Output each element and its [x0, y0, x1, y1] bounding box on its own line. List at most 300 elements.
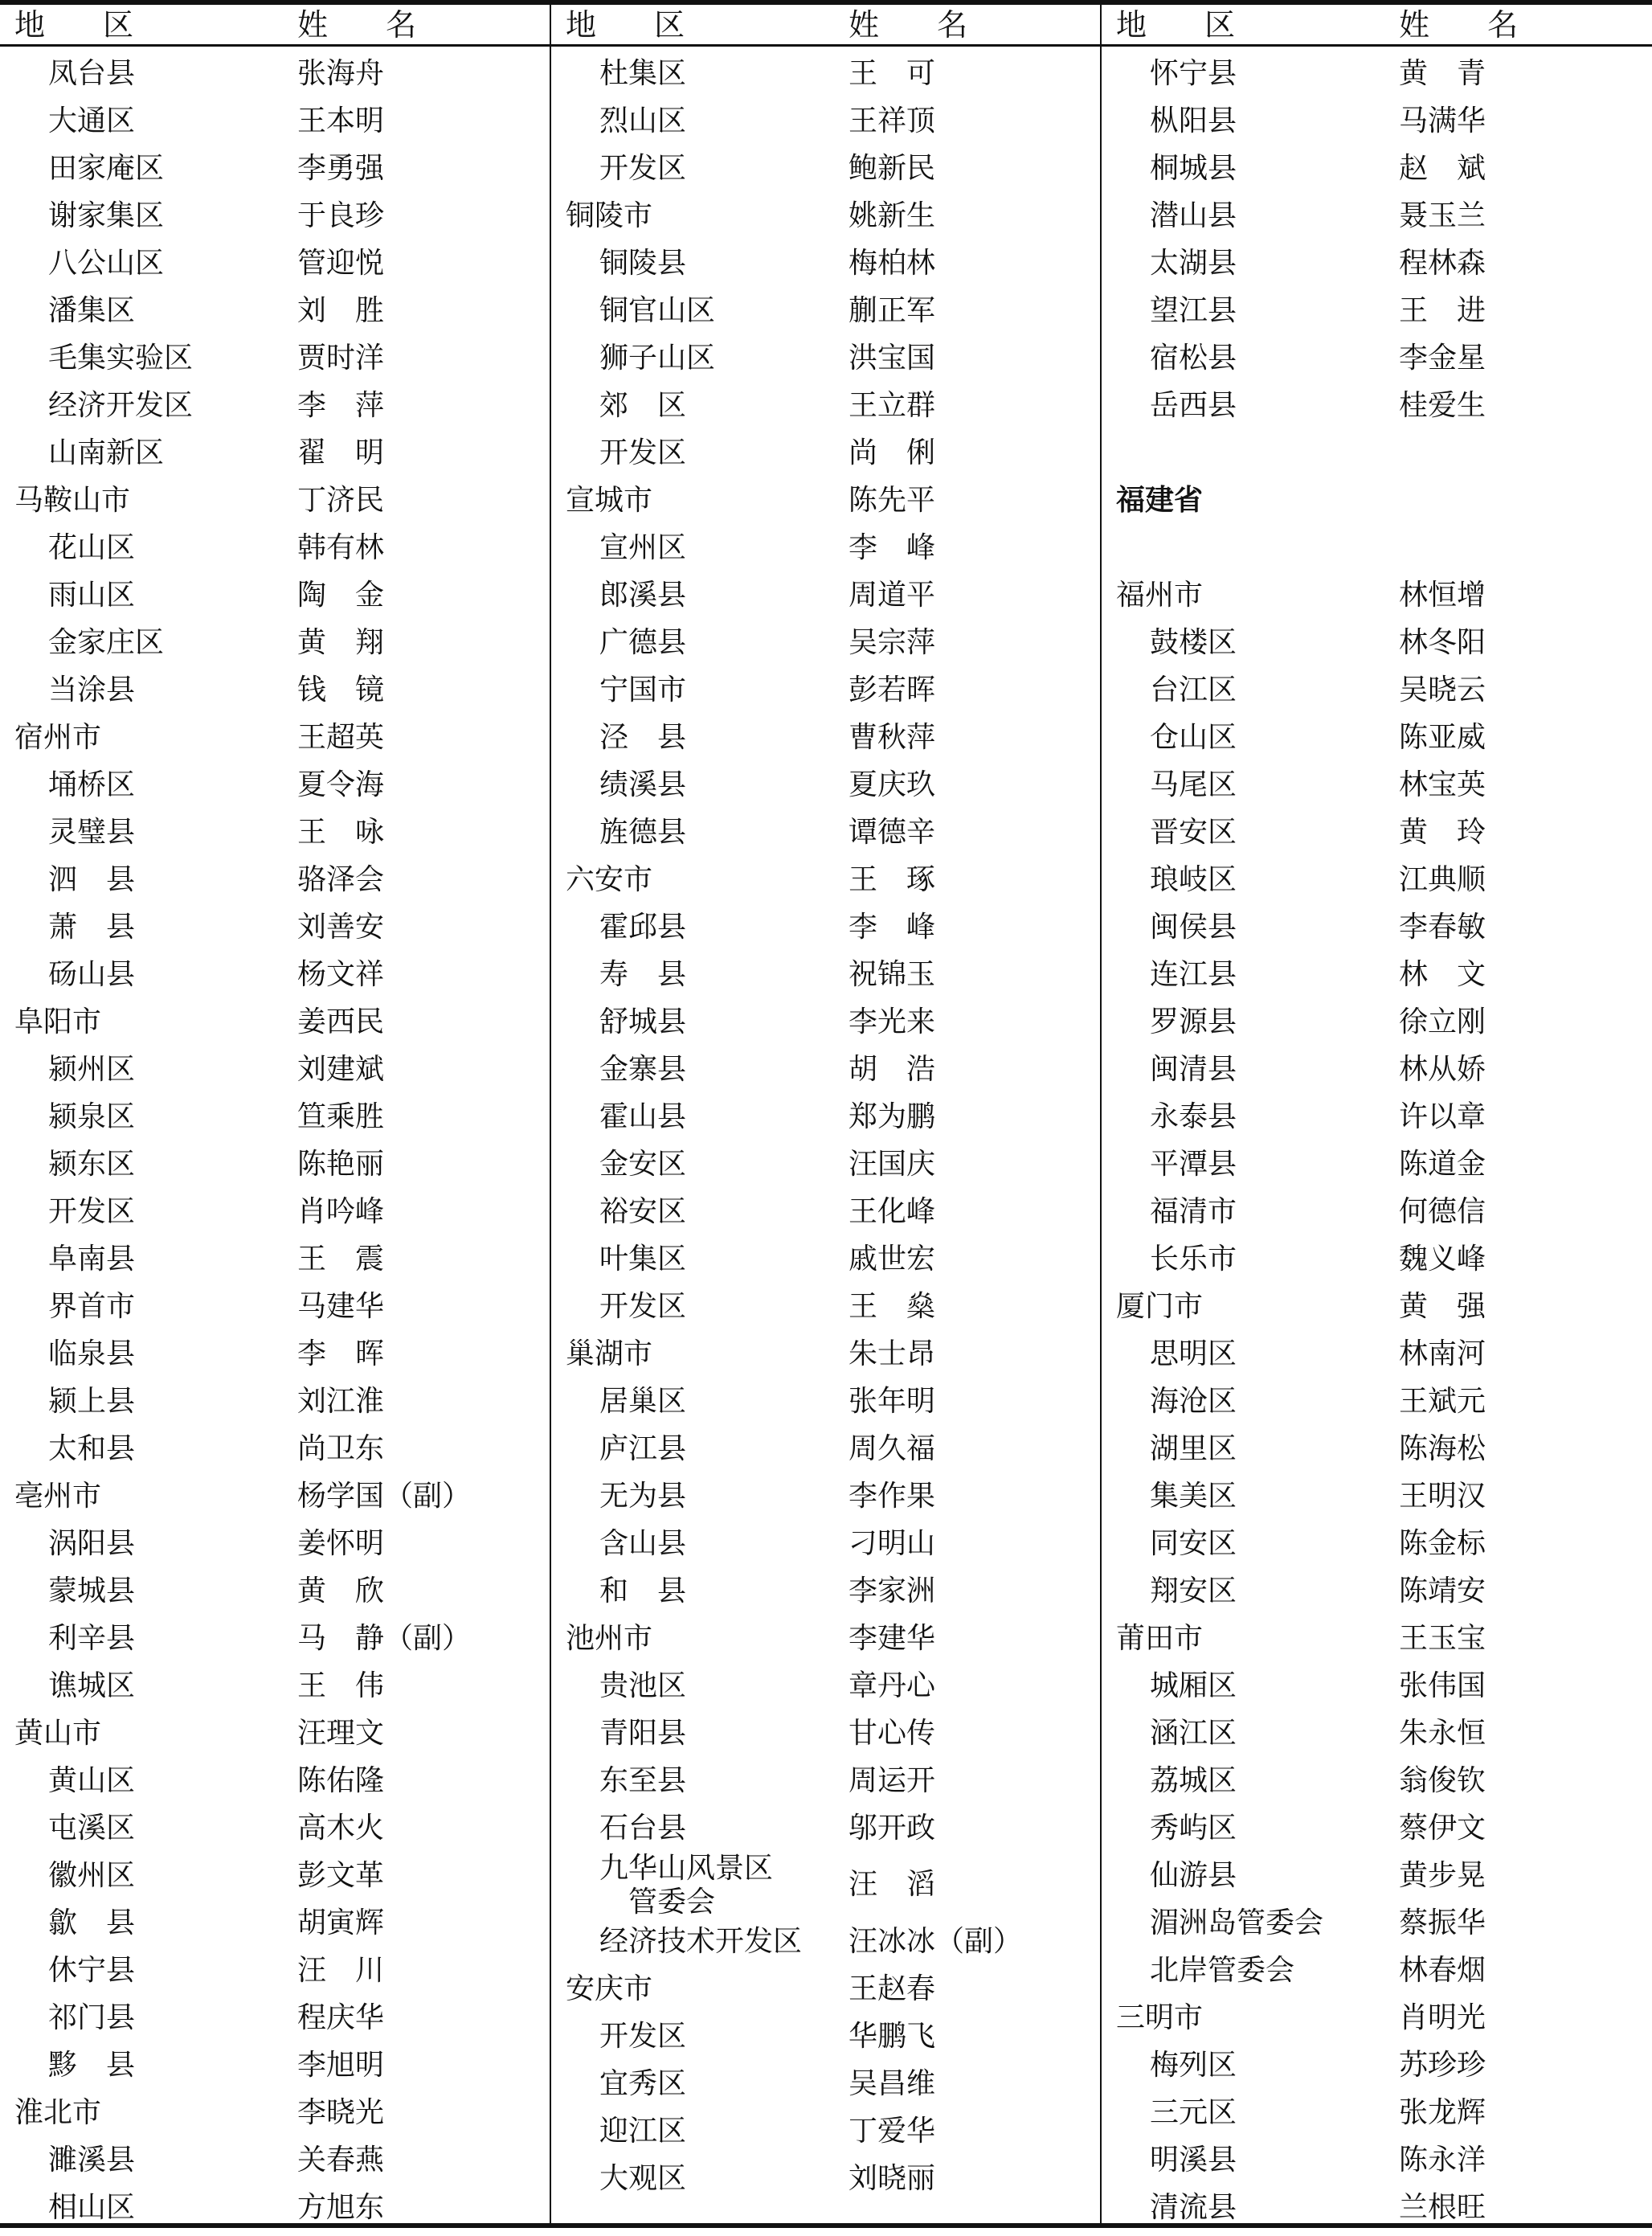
region-cell: 太湖县 — [1150, 247, 1237, 280]
region-cell-line2: 管委会 — [628, 1886, 716, 1919]
table-row — [0, 1804, 550, 1852]
region-cell: 铜官山区 — [599, 294, 716, 327]
table-row — [551, 1378, 1100, 1425]
table-row — [0, 951, 550, 998]
region-cell: 雨山区 — [48, 579, 136, 612]
table-row — [0, 1567, 550, 1615]
name-cell: 朱士昂 — [848, 1337, 936, 1370]
table-row — [551, 903, 1100, 951]
name-cell: 于良珍 — [297, 199, 385, 232]
table-row — [551, 1235, 1100, 1283]
region-cell: 青阳县 — [599, 1717, 687, 1750]
region-cell: 烈山区 — [599, 104, 687, 137]
region-cell: 黟 县 — [48, 2049, 136, 2082]
name-cell: 赵 斌 — [1399, 152, 1486, 185]
region-cell: 晋安区 — [1150, 816, 1237, 849]
table-row — [551, 382, 1100, 429]
region-cell: 开发区 — [599, 1290, 687, 1323]
name-cell: 王斌元 — [1399, 1385, 1486, 1418]
name-cell: 李晓光 — [297, 2096, 385, 2129]
region-cell: 三明市 — [1116, 2001, 1204, 2034]
name-cell: 王 可 — [848, 57, 936, 90]
name-cell: 李金星 — [1399, 342, 1486, 375]
header-region: 地 区 — [566, 7, 709, 43]
name-cell: 汪 川 — [297, 1954, 385, 1987]
region-cell: 同安区 — [1150, 1527, 1237, 1560]
table-row — [1102, 1425, 1652, 1472]
name-cell: 鲍新民 — [848, 152, 936, 185]
name-cell: 洪宝国 — [848, 342, 936, 375]
region-cell: 颍上县 — [48, 1385, 136, 1418]
table-column-1 — [0, 0, 550, 2228]
region-cell: 埇桥区 — [48, 768, 136, 801]
name-cell: 王 伟 — [297, 1669, 385, 1702]
region-cell: 居巢区 — [599, 1385, 687, 1418]
region-cell: 东至县 — [599, 1764, 687, 1797]
table-row — [551, 2155, 1100, 2202]
table-row — [1102, 2041, 1652, 2089]
table-row — [1102, 524, 1652, 571]
table-row — [1102, 192, 1652, 240]
name-cell: 马满华 — [1399, 104, 1486, 137]
header-name: 姓 名 — [1399, 7, 1543, 43]
region-cell: 毛集实验区 — [48, 342, 194, 375]
table-row — [0, 619, 550, 666]
table-row — [1102, 1472, 1652, 1520]
name-cell: 甘心传 — [848, 1717, 936, 1750]
region-cell: 湄洲岛管委会 — [1150, 1906, 1324, 1939]
region-cell: 铜陵市 — [566, 199, 653, 232]
region-cell: 郊 区 — [599, 389, 687, 422]
header-name: 姓 名 — [848, 7, 992, 43]
name-cell: 钱 镜 — [297, 674, 385, 706]
table-row — [551, 287, 1100, 334]
table-row — [1102, 1852, 1652, 1899]
table-row — [1102, 571, 1652, 619]
region-cell: 庐江县 — [599, 1432, 687, 1465]
name-cell: 陈靖安 — [1399, 1575, 1486, 1607]
region-cell: 岳西县 — [1150, 389, 1237, 422]
table-row — [551, 2013, 1100, 2060]
table-row — [0, 1235, 550, 1283]
region-cell: 台江区 — [1150, 674, 1237, 706]
region-cell: 谢家集区 — [48, 199, 165, 232]
name-cell: 程庆华 — [297, 2001, 385, 2034]
table-row — [1102, 50, 1652, 97]
region-cell: 金安区 — [599, 1148, 687, 1181]
header-region: 地 区 — [1116, 7, 1260, 43]
name-cell: 黄 强 — [1399, 1290, 1486, 1323]
name-cell: 贾时洋 — [297, 342, 385, 375]
name-cell: 张龙辉 — [1399, 2096, 1486, 2129]
name-cell: 汪 滔 — [848, 1868, 936, 1901]
table-row — [0, 998, 550, 1046]
table-row — [0, 524, 550, 571]
region-cell: 颍州区 — [48, 1053, 136, 1086]
name-cell: 汪国庆 — [848, 1148, 936, 1181]
table-row — [1102, 619, 1652, 666]
name-cell: 汪理文 — [297, 1717, 385, 1750]
table-row — [1102, 2089, 1652, 2136]
table-row — [551, 1188, 1100, 1235]
region-cell: 桐城县 — [1150, 152, 1237, 185]
region-cell: 阜阳市 — [14, 1005, 102, 1038]
region-cell: 黄山区 — [48, 1764, 136, 1797]
region-cell: 当涂县 — [48, 674, 136, 706]
name-cell: 吴晓云 — [1399, 674, 1486, 706]
region-cell: 城厢区 — [1150, 1669, 1237, 1702]
table-row — [1102, 1757, 1652, 1804]
region-cell: 山南新区 — [48, 436, 165, 469]
region-cell: 仙游县 — [1150, 1859, 1237, 1892]
table-row — [551, 998, 1100, 1046]
region-cell: 淮北市 — [14, 2096, 102, 2129]
table-row — [551, 192, 1100, 240]
table-row — [551, 97, 1100, 145]
name-cell: 陈道金 — [1399, 1148, 1486, 1181]
region-cell: 含山县 — [599, 1527, 687, 1560]
table-row — [551, 477, 1100, 524]
region-cell: 鼓楼区 — [1150, 626, 1237, 659]
region-cell: 祁门县 — [48, 2001, 136, 2034]
name-cell: 祝锦玉 — [848, 958, 936, 991]
region-cell: 霍山县 — [599, 1100, 687, 1133]
region-cell: 灵璧县 — [48, 816, 136, 849]
table-row — [1102, 97, 1652, 145]
name-cell: 陈永洋 — [1399, 2144, 1486, 2177]
region-cell: 凤台县 — [48, 57, 136, 90]
table-row — [551, 1662, 1100, 1710]
table-column-3 — [1102, 0, 1652, 2228]
name-cell: 王 琢 — [848, 863, 936, 896]
region-cell: 开发区 — [599, 2020, 687, 2053]
name-cell: 戚世宏 — [848, 1243, 936, 1276]
name-cell: 尚卫东 — [297, 1432, 385, 1465]
name-cell: 高木火 — [297, 1812, 385, 1845]
name-cell: 曹秋萍 — [848, 721, 936, 754]
name-cell: 华鹏飞 — [848, 2020, 936, 2053]
name-cell: 周久福 — [848, 1432, 936, 1465]
table-row — [0, 192, 550, 240]
column-header — [551, 6, 1100, 43]
region-cell: 福州市 — [1116, 579, 1204, 612]
table-row — [0, 145, 550, 192]
name-cell: 王立群 — [848, 389, 936, 422]
region-cell: 厦门市 — [1116, 1290, 1204, 1323]
region-cell: 潘集区 — [48, 294, 136, 327]
name-cell: 黄 翔 — [297, 626, 385, 659]
region-cell: 三元区 — [1150, 2096, 1237, 2129]
region-cell: 阜南县 — [48, 1243, 136, 1276]
region-cell: 宣城市 — [566, 484, 653, 517]
rows-container — [551, 50, 1100, 2202]
name-cell: 方旭东 — [297, 2191, 385, 2224]
name-cell: 陈亚威 — [1399, 721, 1486, 754]
table-row — [551, 1046, 1100, 1093]
table-row — [1102, 1615, 1652, 1662]
region-cell: 太和县 — [48, 1432, 136, 1465]
region-cell: 大通区 — [48, 104, 136, 137]
table-row — [1102, 951, 1652, 998]
region-cell: 狮子山区 — [599, 342, 716, 375]
table-row — [551, 1965, 1100, 2013]
table-row — [1102, 287, 1652, 334]
name-cell: 周运开 — [848, 1764, 936, 1797]
table-row — [1102, 1947, 1652, 1994]
name-cell: 徐立刚 — [1399, 1005, 1486, 1038]
table-row — [1102, 334, 1652, 382]
region-cell: 屯溪区 — [48, 1812, 136, 1845]
name-cell: 王化峰 — [848, 1195, 936, 1228]
table-row — [0, 571, 550, 619]
table-row — [551, 761, 1100, 809]
table-row — [1102, 429, 1652, 477]
region-cell: 潜山县 — [1150, 199, 1237, 232]
name-cell: 王 咏 — [297, 816, 385, 849]
region-cell: 开发区 — [48, 1195, 136, 1228]
name-cell: 刘晓丽 — [848, 2162, 936, 2195]
name-cell: 黄 欣 — [297, 1575, 385, 1607]
table-row — [551, 856, 1100, 903]
table-row — [0, 1093, 550, 1141]
name-cell: 韩有林 — [297, 531, 385, 564]
region-cell: 花山区 — [48, 531, 136, 564]
table-row — [1102, 809, 1652, 856]
table-row — [551, 1710, 1100, 1757]
table-row — [1102, 1188, 1652, 1235]
name-cell: 蔡振华 — [1399, 1906, 1486, 1939]
region-cell: 罗源县 — [1150, 1005, 1237, 1038]
region-cell: 荔城区 — [1150, 1764, 1237, 1797]
table-row — [551, 571, 1100, 619]
name-cell: 李家洲 — [848, 1575, 936, 1607]
region-cell: 开发区 — [599, 436, 687, 469]
region-cell: 六安市 — [566, 863, 653, 896]
name-cell: 胡寅辉 — [297, 1906, 385, 1939]
table-row — [0, 2089, 550, 2136]
region-cell: 马鞍山市 — [14, 484, 131, 517]
name-cell: 林春烟 — [1399, 1954, 1486, 1987]
table-row — [551, 1615, 1100, 1662]
table-row — [1102, 714, 1652, 761]
name-cell: 朱永恒 — [1399, 1717, 1486, 1750]
region-cell: 田家庵区 — [48, 152, 165, 185]
table-row — [1102, 1235, 1652, 1283]
table-row — [1102, 1567, 1652, 1615]
table-row — [551, 666, 1100, 714]
region-cell — [599, 1852, 773, 1919]
column-header — [0, 6, 550, 43]
name-cell: 邬开政 — [848, 1812, 936, 1845]
name-cell: 王明汉 — [1399, 1480, 1486, 1513]
name-cell: 李建华 — [848, 1622, 936, 1655]
table-row — [551, 1472, 1100, 1520]
table-column-2 — [551, 0, 1100, 2228]
region-cell: 绩溪县 — [599, 768, 687, 801]
table-row — [0, 1899, 550, 1947]
name-cell: 李光来 — [848, 1005, 936, 1038]
name-cell: 王超英 — [297, 721, 385, 754]
table-row — [1102, 1994, 1652, 2041]
region-cell: 裕安区 — [599, 1195, 687, 1228]
table-row — [1102, 1330, 1652, 1378]
region-cell: 寿 县 — [599, 958, 687, 991]
table-row — [551, 714, 1100, 761]
name-cell: 蔡伊文 — [1399, 1812, 1486, 1845]
rows-container — [1102, 50, 1652, 2231]
region-cell: 涵江区 — [1150, 1717, 1237, 1750]
table-row — [0, 809, 550, 856]
region-cell: 贵池区 — [599, 1669, 687, 1702]
name-cell: 刘 胜 — [297, 294, 385, 327]
name-cell: 章丹心 — [848, 1669, 936, 1702]
name-cell: 黄 青 — [1399, 57, 1486, 90]
name-cell: 姜怀明 — [297, 1527, 385, 1560]
region-cell: 仓山区 — [1150, 721, 1237, 754]
table-row — [1102, 761, 1652, 809]
table-row — [1102, 1141, 1652, 1188]
name-cell: 陈艳丽 — [297, 1148, 385, 1181]
name-cell: 王赵春 — [848, 1972, 936, 2005]
name-cell: 吴昌维 — [848, 2067, 936, 2100]
name-cell: 林恒增 — [1399, 579, 1486, 612]
table-row — [1102, 998, 1652, 1046]
region-cell: 明溪县 — [1150, 2144, 1237, 2177]
name-cell: 兰根旺 — [1399, 2191, 1486, 2224]
region-cell: 旌德县 — [599, 816, 687, 849]
name-cell: 林南河 — [1399, 1337, 1486, 1370]
name-cell: 吴宗萍 — [848, 626, 936, 659]
table-row — [0, 2136, 550, 2184]
column-header — [1102, 6, 1652, 43]
name-cell: 李 萍 — [297, 389, 385, 422]
region-cell: 广德县 — [599, 626, 687, 659]
province-heading — [1102, 477, 1652, 524]
table-row — [551, 1425, 1100, 1472]
table-row — [551, 951, 1100, 998]
region-cell: 思明区 — [1150, 1337, 1237, 1370]
name-cell: 张海舟 — [297, 57, 385, 90]
table-row — [0, 1188, 550, 1235]
name-cell: 刘江淮 — [297, 1385, 385, 1418]
name-cell: 周道平 — [848, 579, 936, 612]
region-cell: 宣州区 — [599, 531, 687, 564]
region-cell: 颍泉区 — [48, 1100, 136, 1133]
region-cell: 颍东区 — [48, 1148, 136, 1181]
name-cell: 王 震 — [297, 1243, 385, 1276]
region-cell: 琅岐区 — [1150, 863, 1237, 896]
name-cell: 李 峰 — [848, 911, 936, 944]
table-row — [551, 2107, 1100, 2155]
table-row — [551, 1918, 1100, 1965]
region-cell: 霍邱县 — [599, 911, 687, 944]
name-cell: 桂爱生 — [1399, 389, 1486, 422]
region-cell: 集美区 — [1150, 1480, 1237, 1513]
region-cell: 金家庄区 — [48, 626, 165, 659]
table-row — [0, 240, 550, 287]
name-cell: 胡 浩 — [848, 1053, 936, 1086]
name-cell: 翟 明 — [297, 436, 385, 469]
name-cell: 骆泽会 — [297, 863, 385, 896]
table-row — [0, 1425, 550, 1472]
table-row — [0, 1330, 550, 1378]
table-row — [0, 2041, 550, 2089]
rows-container — [0, 50, 550, 2231]
table-row — [0, 1378, 550, 1425]
region-cell: 歙 县 — [48, 1906, 136, 1939]
region-cell: 叶集区 — [599, 1243, 687, 1276]
region-cell: 经济技术开发区 — [599, 1925, 803, 1958]
table-row — [551, 50, 1100, 97]
region-cell: 濉溪县 — [48, 2144, 136, 2177]
name-cell: 姜西民 — [297, 1005, 385, 1038]
region-cell: 福清市 — [1150, 1195, 1237, 1228]
table-row — [1102, 1520, 1652, 1567]
name-cell: 杨学国（副） — [297, 1480, 472, 1513]
name-cell: 苏珍珍 — [1399, 2049, 1486, 2082]
region-cell: 涡阳县 — [48, 1527, 136, 1560]
region-cell: 巢湖市 — [566, 1337, 653, 1370]
table-row — [551, 1757, 1100, 1804]
table-row — [0, 429, 550, 477]
table-row — [551, 1283, 1100, 1330]
name-cell: 何德信 — [1399, 1195, 1486, 1228]
table-row — [0, 714, 550, 761]
name-cell: 林 文 — [1399, 958, 1486, 991]
region-cell: 宿州市 — [14, 721, 102, 754]
region-cell: 黄山市 — [14, 1717, 102, 1750]
name-cell: 马建华 — [297, 1290, 385, 1323]
name-cell: 管迎悦 — [297, 247, 385, 280]
name-cell: 汪冰冰（副） — [848, 1925, 1023, 1958]
name-cell: 谭德辛 — [848, 816, 936, 849]
table-row — [1102, 666, 1652, 714]
name-cell: 陈金标 — [1399, 1527, 1486, 1560]
table-row — [551, 334, 1100, 382]
name-cell: 夏令海 — [297, 768, 385, 801]
table-row — [0, 287, 550, 334]
name-cell: 李勇强 — [297, 152, 385, 185]
table-row — [551, 619, 1100, 666]
table-row — [0, 1994, 550, 2041]
region-cell: 临泉县 — [48, 1337, 136, 1370]
region-cell: 亳州市 — [14, 1480, 102, 1513]
name-cell: 郑为鹏 — [848, 1100, 936, 1133]
table-row — [0, 903, 550, 951]
region-cell: 石台县 — [599, 1812, 687, 1845]
name-cell: 刘建斌 — [297, 1053, 385, 1086]
region-cell: 闽清县 — [1150, 1053, 1237, 1086]
region-cell: 湖里区 — [1150, 1432, 1237, 1465]
table-row — [551, 1093, 1100, 1141]
name-cell: 丁济民 — [297, 484, 385, 517]
region-cell: 清流县 — [1150, 2191, 1237, 2224]
table-row — [1102, 1093, 1652, 1141]
table-row — [1102, 1283, 1652, 1330]
name-cell: 王 进 — [1399, 294, 1486, 327]
region-cell: 开发区 — [599, 152, 687, 185]
name-cell: 王玉宝 — [1399, 1622, 1486, 1655]
table-row — [0, 761, 550, 809]
name-cell: 魏义峰 — [1399, 1243, 1486, 1276]
name-cell: 许以章 — [1399, 1100, 1486, 1133]
name-cell: 夏庆玖 — [848, 768, 936, 801]
region-cell: 砀山县 — [48, 958, 136, 991]
table-row — [551, 1330, 1100, 1378]
name-cell: 李 晖 — [297, 1337, 385, 1370]
region-cell: 泾 县 — [599, 721, 687, 754]
table-row — [551, 809, 1100, 856]
